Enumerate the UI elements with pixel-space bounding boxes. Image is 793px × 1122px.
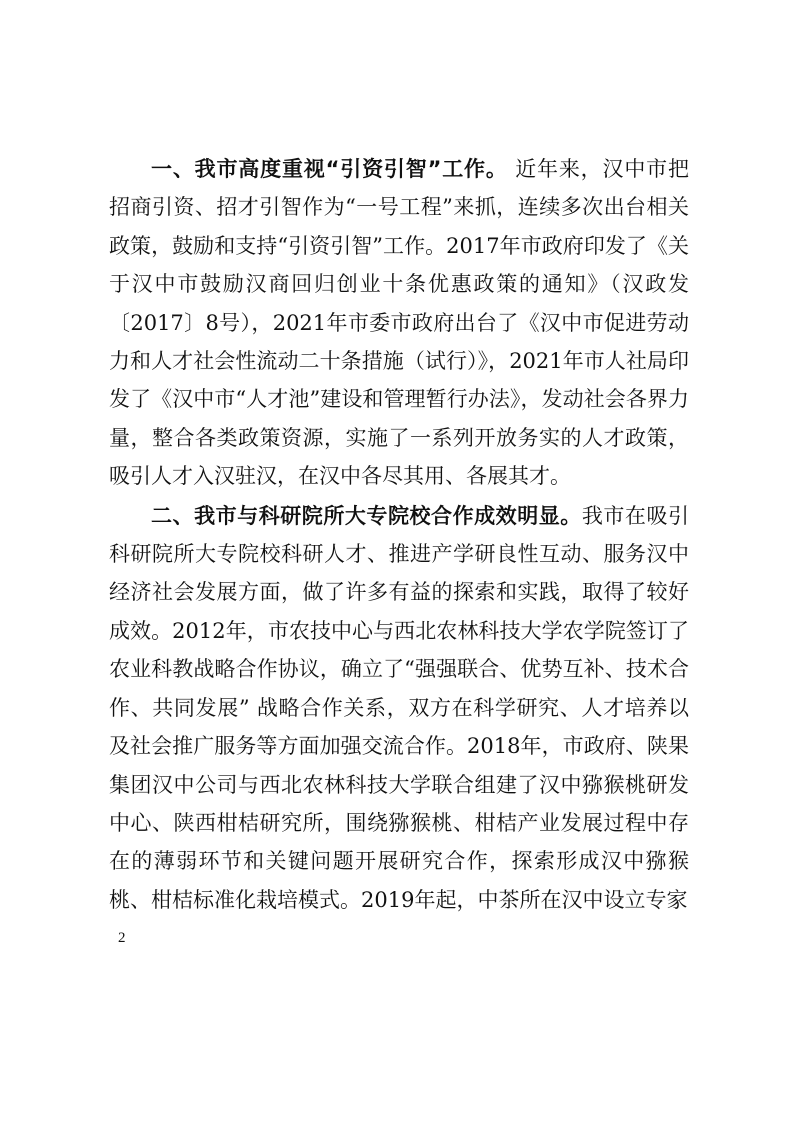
paragraph-2-text: 我市在吸引科研院所大专院校科研人才、推进产学研良性互动、服务汉中经济社会发展方面，做了许多有益的探索和实践，取得了较好成效。2012年，市农技中心与西北农林科技大学农学院签订了农业科教战略合作协议，确立了“强强联合、优势互补、技术合作、共同发展” 战略合作关系，双方在科学研究、人才培养以及社会推广服务等方面加强交流合作。2018年，市政府、陕果集团汉中公司与西北农林科技大学联合组建了汉中猕猴桃研发中心、陕西柑桔研究所，围绕猕猴桃、柑桔产业发展过程中存在的薄弱环节和关键问题开展研究合作，探索形成汉中猕猴桃、柑桔标准化栽培模式。2019年起，中茶所在汉中设立专家 bbox=[109, 503, 690, 912]
paragraph-1-heading: 一、我市高度重视“引资引智”工作。 bbox=[151, 157, 508, 181]
body-text bbox=[109, 150, 689, 919]
paragraph-2-heading: 二、我市与科研院所大专院校合作成效明显。 bbox=[151, 503, 582, 528]
paragraph-1-text: 近年来，汉中市把招商引资、招才引智作为“一号工程”来抓，连续多次出台相关政策，鼓励和支持“引资引智”工作。2017年市政府印发了《关于汉中市鼓励汉商回归创业十条优惠政策的通知》（汉政发〔2017〕8号），2021年市委市政府出台了《汉中市促进劳动力和人才社会性流动二十条措施（试行）》，2021年市人社局印发了《汉中市“人才池”建设和管理暂行办法》，发动社会各界力量，整合各类政策资源，实施了一系列开放务实的人才政策，吸引人才入汉驻汉，在汉中各尽其用、各展其才。 bbox=[109, 157, 689, 489]
paragraph-1 bbox=[109, 150, 689, 496]
page-number: 2 bbox=[118, 930, 126, 946]
paragraph-2 bbox=[109, 497, 689, 919]
